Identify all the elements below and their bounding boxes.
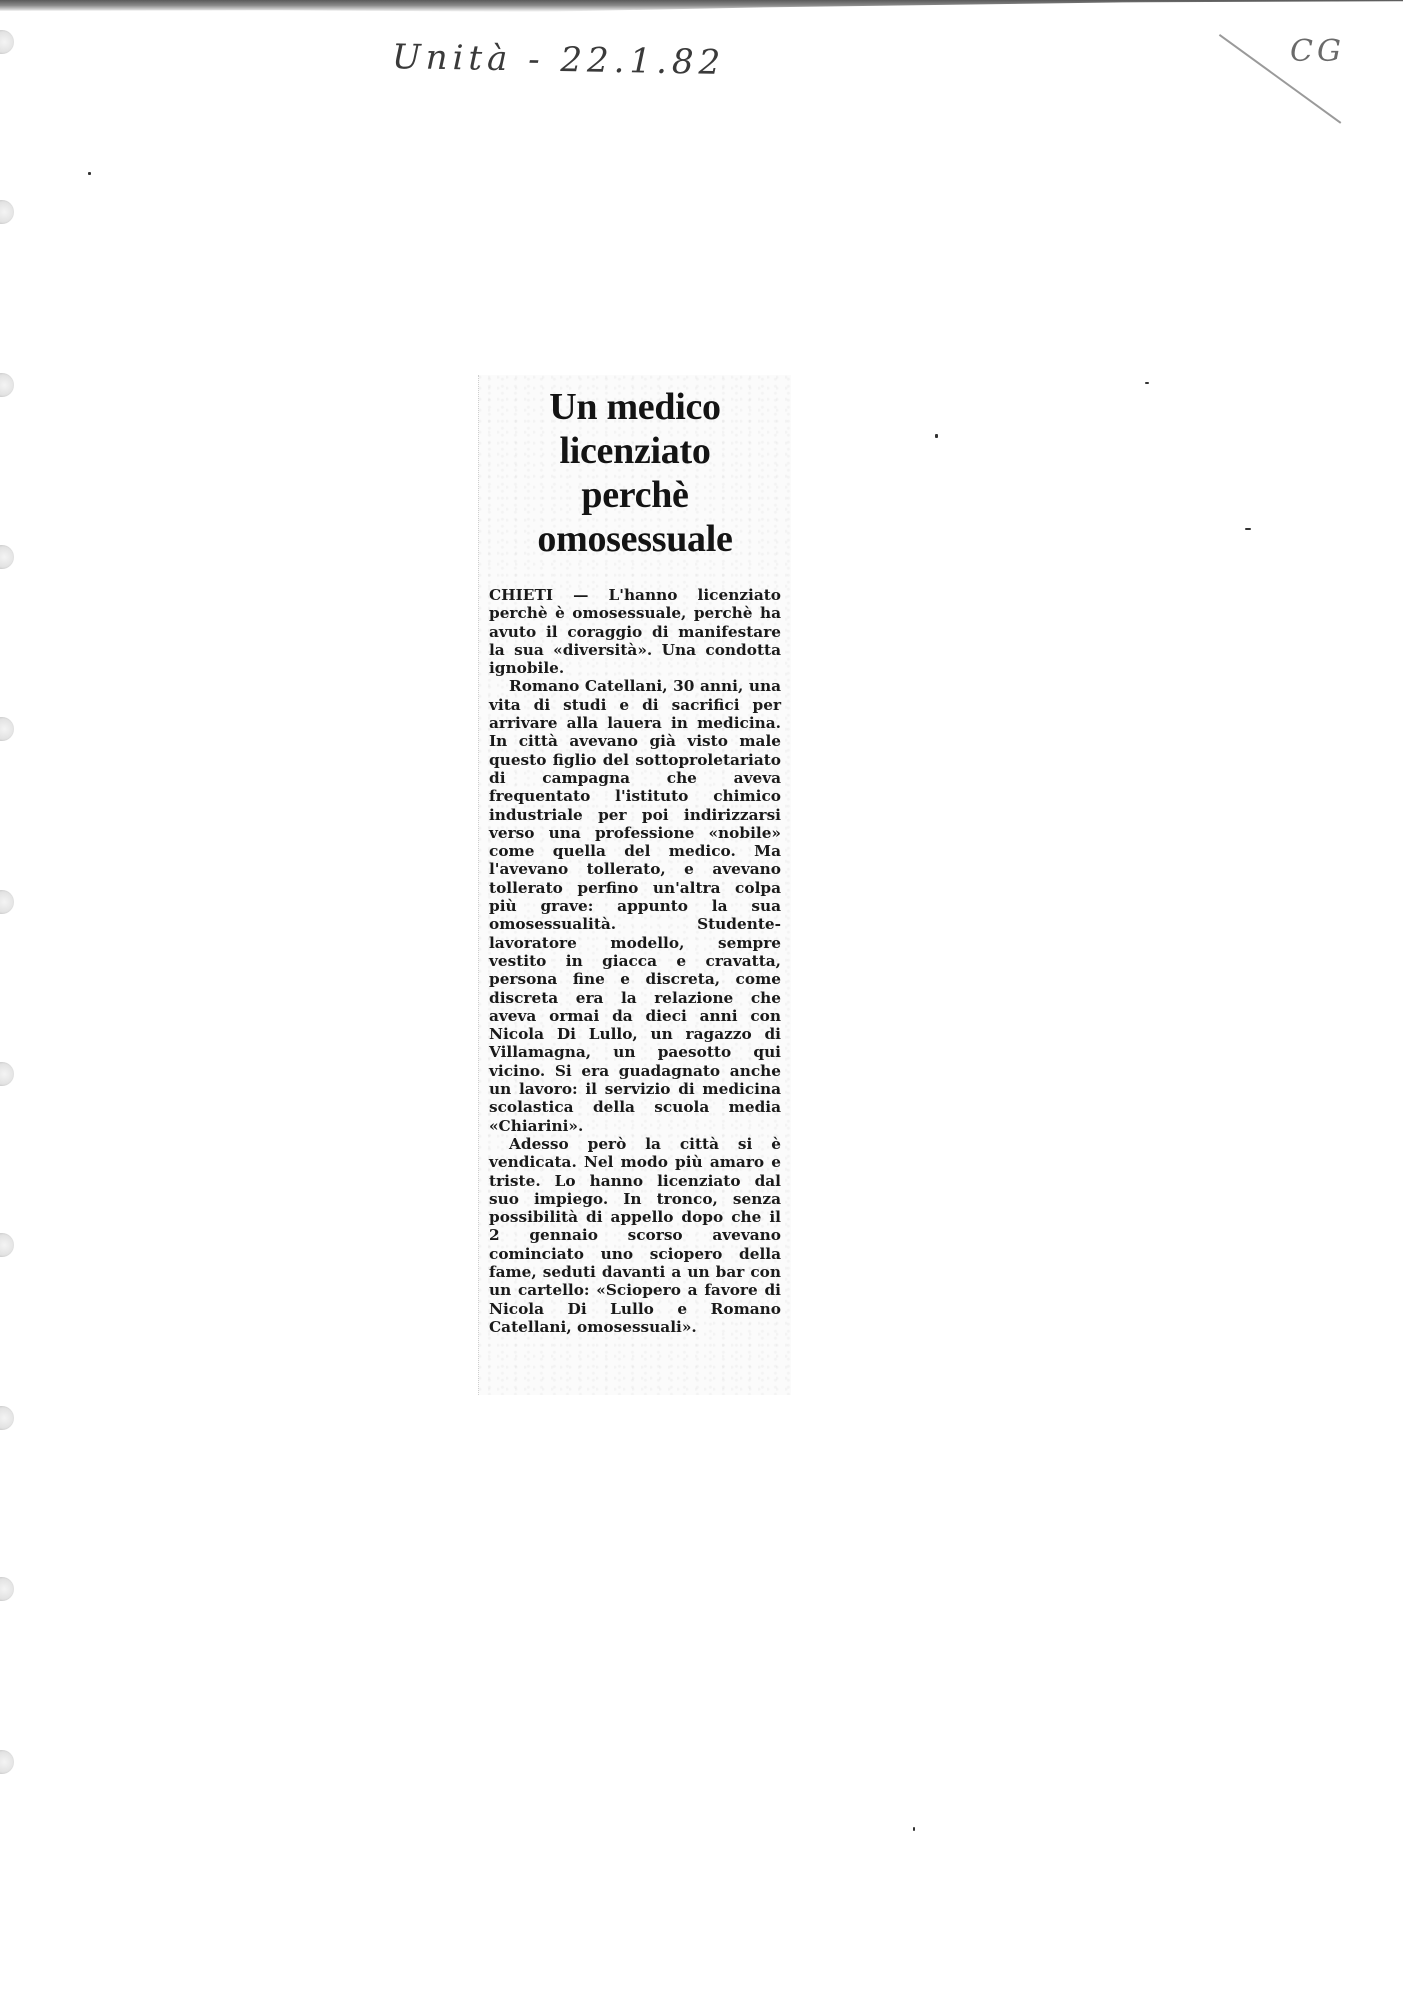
article-paragraph: Romano Catellani, 30 anni, una vita di studi e di sacrifici per arrivare alla lauera in medicina. In città avevano già visto male questo figlio del sottoproletariato di campagna che aveva frequentato l'istituto chimico industriale per poi indirizzarsi verso una professione «nobile» come quella del medico. Ma l'avevano tollerato, e avevano tollerato perfino un'altra colpa più grave: appunto la sua omosessualità. Studente-lavoratore modello, sempre vestito in giacca e cravatta, persona fine e discreta, come discreta era la relazione che aveva ormai da dieci anni con Nicola Di Lullo, un ragazzo di Villamagna, un paesotto qui vicino. Si era guadagnato anche un lavoro: il servizio di medicina scolastica della scuola media «Chiarini». [489, 677, 781, 1135]
paragraph-text: L'hanno licenziato perchè è omosessuale, perchè ha avuto il coraggio di manifestare la sua «diversità». Una condotta ignobile. [489, 586, 781, 678]
binder-punch-hole [0, 1406, 14, 1430]
binder-punch-hole [0, 890, 14, 914]
binder-punch-hole [0, 1233, 14, 1257]
scan-speck [1245, 528, 1251, 530]
article-body [489, 586, 781, 1336]
scan-speck [913, 1827, 915, 1831]
article-headline [479, 375, 791, 561]
binder-punch-hole [0, 545, 14, 569]
binder-punch-hole [0, 200, 14, 224]
article-paragraph [489, 586, 781, 677]
binder-punch-hole [0, 30, 14, 54]
headline-line: licenziato [559, 430, 711, 472]
newspaper-clipping [478, 375, 791, 1395]
handwritten-initials: CG [1290, 34, 1345, 69]
handwritten-source-date: Unità - 22.1.82 [391, 37, 726, 83]
binder-punch-hole [0, 717, 14, 741]
headline-line: omosessuale [537, 518, 733, 560]
article-dateline: CHIETI — [489, 586, 589, 604]
scan-speck [935, 434, 938, 438]
article-paragraph: Adesso però la città si è vendicata. Nel modo più amaro e triste. Lo hanno licenziato dal suo impiego. In tronco, senza possibilità di appello dopo che il 2 gennaio scorso avevano cominciato uno sciopero della fame, seduti davanti a un bar con un cartello: «Sciopero a favore di Nicola Di Lullo e Romano Catellani, omosessuali». [489, 1134, 781, 1336]
binder-punch-hole [0, 1062, 14, 1086]
binder-punch-hole [0, 1750, 14, 1774]
scan-top-edge-shadow [0, 0, 1403, 12]
headline-line: Un medico [549, 386, 721, 428]
binder-punch-hole [0, 373, 14, 397]
scan-speck [88, 172, 91, 175]
binder-punch-hole [0, 1577, 14, 1601]
headline-line: perchè [581, 474, 689, 516]
scan-speck [1145, 382, 1149, 384]
